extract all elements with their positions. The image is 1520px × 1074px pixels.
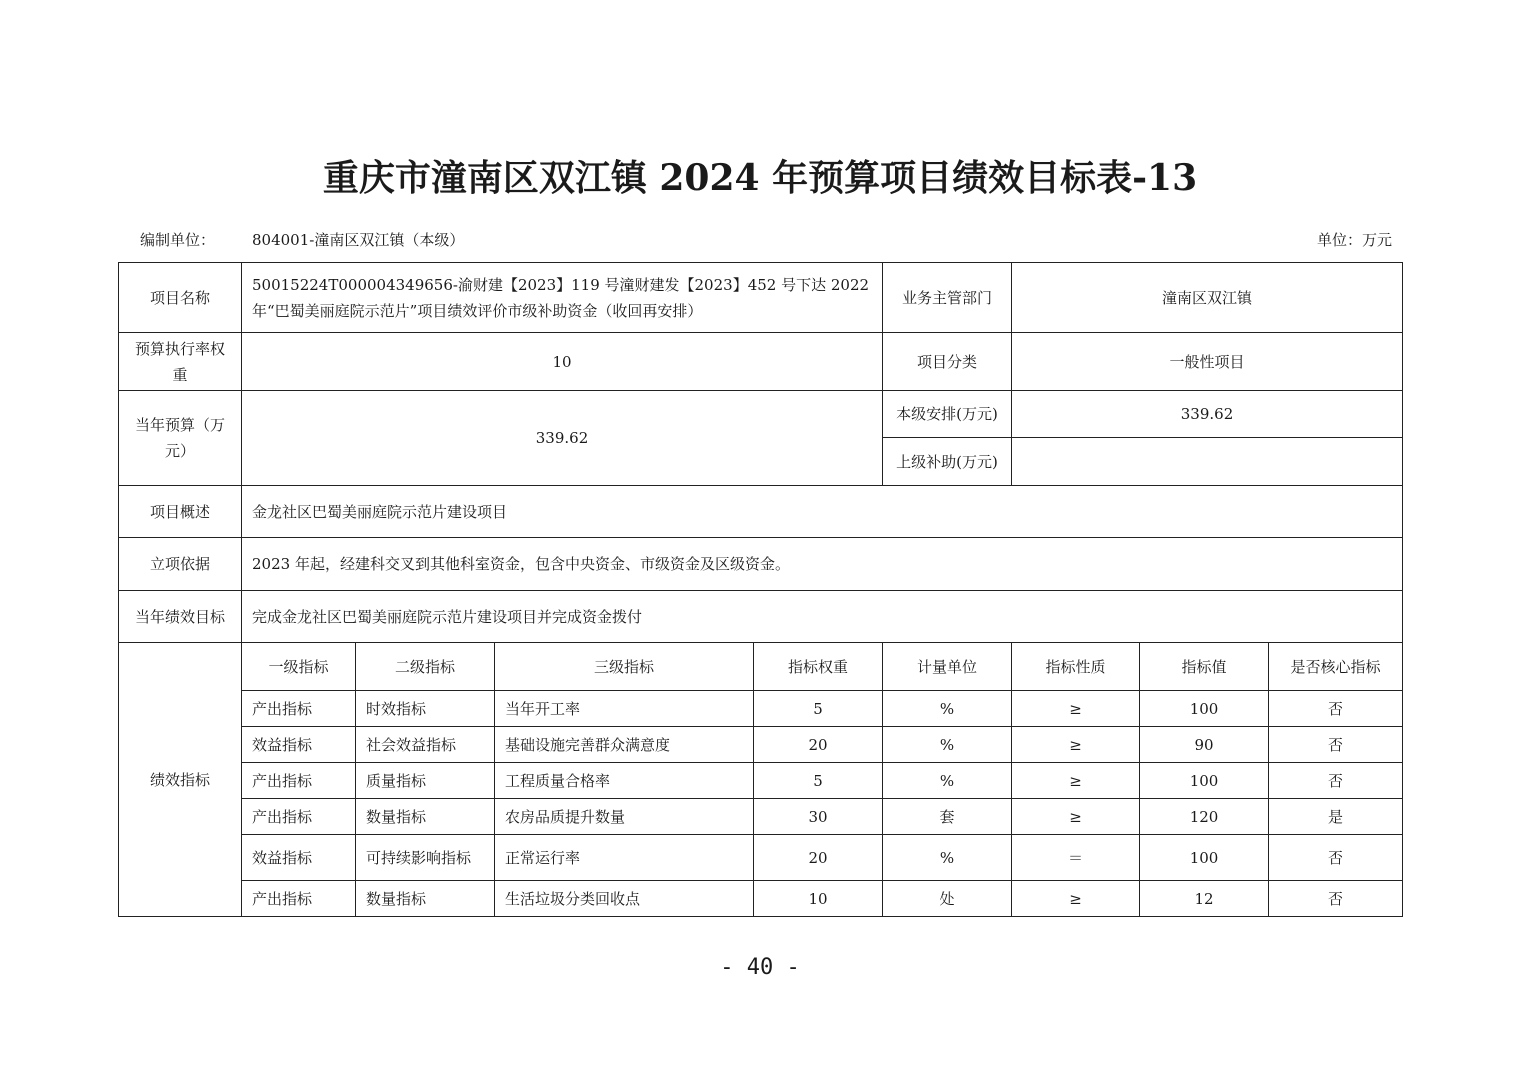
category-label: 项目分类: [883, 333, 1012, 391]
indicator-header-value: 指标值: [1140, 643, 1269, 691]
indicator-level2: 社会效益指标: [356, 727, 495, 763]
category-value: 一般性项目: [1012, 333, 1403, 391]
exec-weight-label: 预算执行率权重: [119, 333, 242, 391]
indicator-core: 否: [1269, 763, 1403, 799]
indicators-label: 绩效指标: [119, 643, 242, 917]
indicator-weight: 5: [754, 763, 883, 799]
indicator-level3: 正常运行率: [495, 835, 754, 881]
project-name-value: 50015224T000004349656-渝财建【2023】119 号潼财建发【2023】452 号下达 2022 年“巴蜀美丽庭院示范片”项目绩效评价市级补助资金（收回再安排）: [242, 263, 883, 333]
indicator-header-nature: 指标性质: [1012, 643, 1140, 691]
indicator-nature: ＝: [1012, 835, 1140, 881]
indicator-header-level2: 二级指标: [356, 643, 495, 691]
indicator-unit: %: [883, 835, 1012, 881]
indicator-level3: 工程质量合格率: [495, 763, 754, 799]
indicator-weight: 20: [754, 727, 883, 763]
indicator-nature: ≥: [1012, 691, 1140, 727]
goal-label: 当年绩效目标: [119, 591, 242, 643]
dept-value: 潼南区双江镇: [1012, 263, 1403, 333]
indicator-value: 90: [1140, 727, 1269, 763]
upper-value: [1012, 438, 1403, 486]
page-number: - 40 -: [720, 955, 800, 980]
indicator-level2: 数量指标: [356, 881, 495, 917]
budget-value: 339.62: [242, 391, 883, 486]
overview-row: [119, 486, 1403, 538]
indicator-weight: 5: [754, 691, 883, 727]
page-title: 重庆市潼南区双江镇 2024 年预算项目绩效目标表-13: [322, 157, 1198, 199]
indicator-level1: 效益指标: [242, 727, 356, 763]
indicator-header-level3: 三级指标: [495, 643, 754, 691]
indicator-level1: 产出指标: [242, 691, 356, 727]
indicator-level2: 时效指标: [356, 691, 495, 727]
indicator-unit: 处: [883, 881, 1012, 917]
budget-label: 当年预算（万元）: [119, 391, 242, 486]
indicator-level2: 可持续影响指标: [356, 835, 495, 881]
indicator-row: [119, 799, 1403, 835]
indicator-level1: 产出指标: [242, 763, 356, 799]
indicator-value: 100: [1140, 763, 1269, 799]
indicator-header-weight: 指标权重: [754, 643, 883, 691]
indicator-level1: 产出指标: [242, 799, 356, 835]
indicator-header-row: [119, 643, 1403, 691]
indicator-weight: 30: [754, 799, 883, 835]
indicator-row: [119, 727, 1403, 763]
goal-row: [119, 591, 1403, 643]
indicator-nature: ≥: [1012, 727, 1140, 763]
indicator-level3: 生活垃圾分类回收点: [495, 881, 754, 917]
indicator-row: [119, 763, 1403, 799]
indicator-header-level1: 一级指标: [242, 643, 356, 691]
basis-row: [119, 538, 1403, 591]
indicator-unit: 套: [883, 799, 1012, 835]
indicator-core: 否: [1269, 691, 1403, 727]
overview-value: 金龙社区巴蜀美丽庭院示范片建设项目: [242, 486, 1403, 538]
project-name-label: 项目名称: [119, 263, 242, 333]
indicator-level2: 质量指标: [356, 763, 495, 799]
indicator-level3: 农房品质提升数量: [495, 799, 754, 835]
indicator-level1: 产出指标: [242, 881, 356, 917]
exec-weight-value: 10: [242, 333, 883, 391]
basis-value: 2023 年起，经建科交叉到其他科室资金，包含中央资金、市级资金及区级资金。: [242, 538, 1403, 591]
indicator-row: [119, 691, 1403, 727]
indicator-unit: %: [883, 727, 1012, 763]
indicator-unit: %: [883, 763, 1012, 799]
indicator-nature: ≥: [1012, 799, 1140, 835]
dept-label: 业务主管部门: [883, 263, 1012, 333]
org-label: 编制单位：: [140, 231, 216, 249]
indicator-core: 是: [1269, 799, 1403, 835]
org-value: 804001-潼南区双江镇（本级）: [252, 231, 465, 249]
indicator-row: [119, 835, 1403, 881]
indicator-nature: ≥: [1012, 881, 1140, 917]
indicator-unit: %: [883, 691, 1012, 727]
indicator-nature: ≥: [1012, 763, 1140, 799]
indicator-level3: 当年开工率: [495, 691, 754, 727]
indicator-core: 否: [1269, 727, 1403, 763]
indicator-level2: 数量指标: [356, 799, 495, 835]
indicator-value: 120: [1140, 799, 1269, 835]
indicator-weight: 10: [754, 881, 883, 917]
project-name-row: [119, 263, 1403, 333]
local-value: 339.62: [1012, 391, 1403, 438]
indicator-row: [119, 881, 1403, 917]
unit-label: 单位：万元: [1316, 231, 1392, 249]
exec-weight-row: [119, 333, 1403, 391]
indicator-core: 否: [1269, 881, 1403, 917]
local-label: 本级安排(万元): [883, 391, 1012, 438]
basis-label: 立项依据: [119, 538, 242, 591]
indicator-header-unit: 计量单位: [883, 643, 1012, 691]
indicator-value: 100: [1140, 835, 1269, 881]
indicator-header-core: 是否核心指标: [1269, 643, 1403, 691]
indicator-level1: 效益指标: [242, 835, 356, 881]
indicator-level3: 基础设施完善群众满意度: [495, 727, 754, 763]
budget-row: [119, 391, 1403, 438]
overview-label: 项目概述: [119, 486, 242, 538]
indicator-value: 12: [1140, 881, 1269, 917]
upper-label: 上级补助(万元): [883, 438, 1012, 486]
indicator-value: 100: [1140, 691, 1269, 727]
goal-value: 完成金龙社区巴蜀美丽庭院示范片建设项目并完成资金拨付: [242, 591, 1403, 643]
performance-table: [118, 262, 1403, 917]
indicator-core: 否: [1269, 835, 1403, 881]
indicator-weight: 20: [754, 835, 883, 881]
